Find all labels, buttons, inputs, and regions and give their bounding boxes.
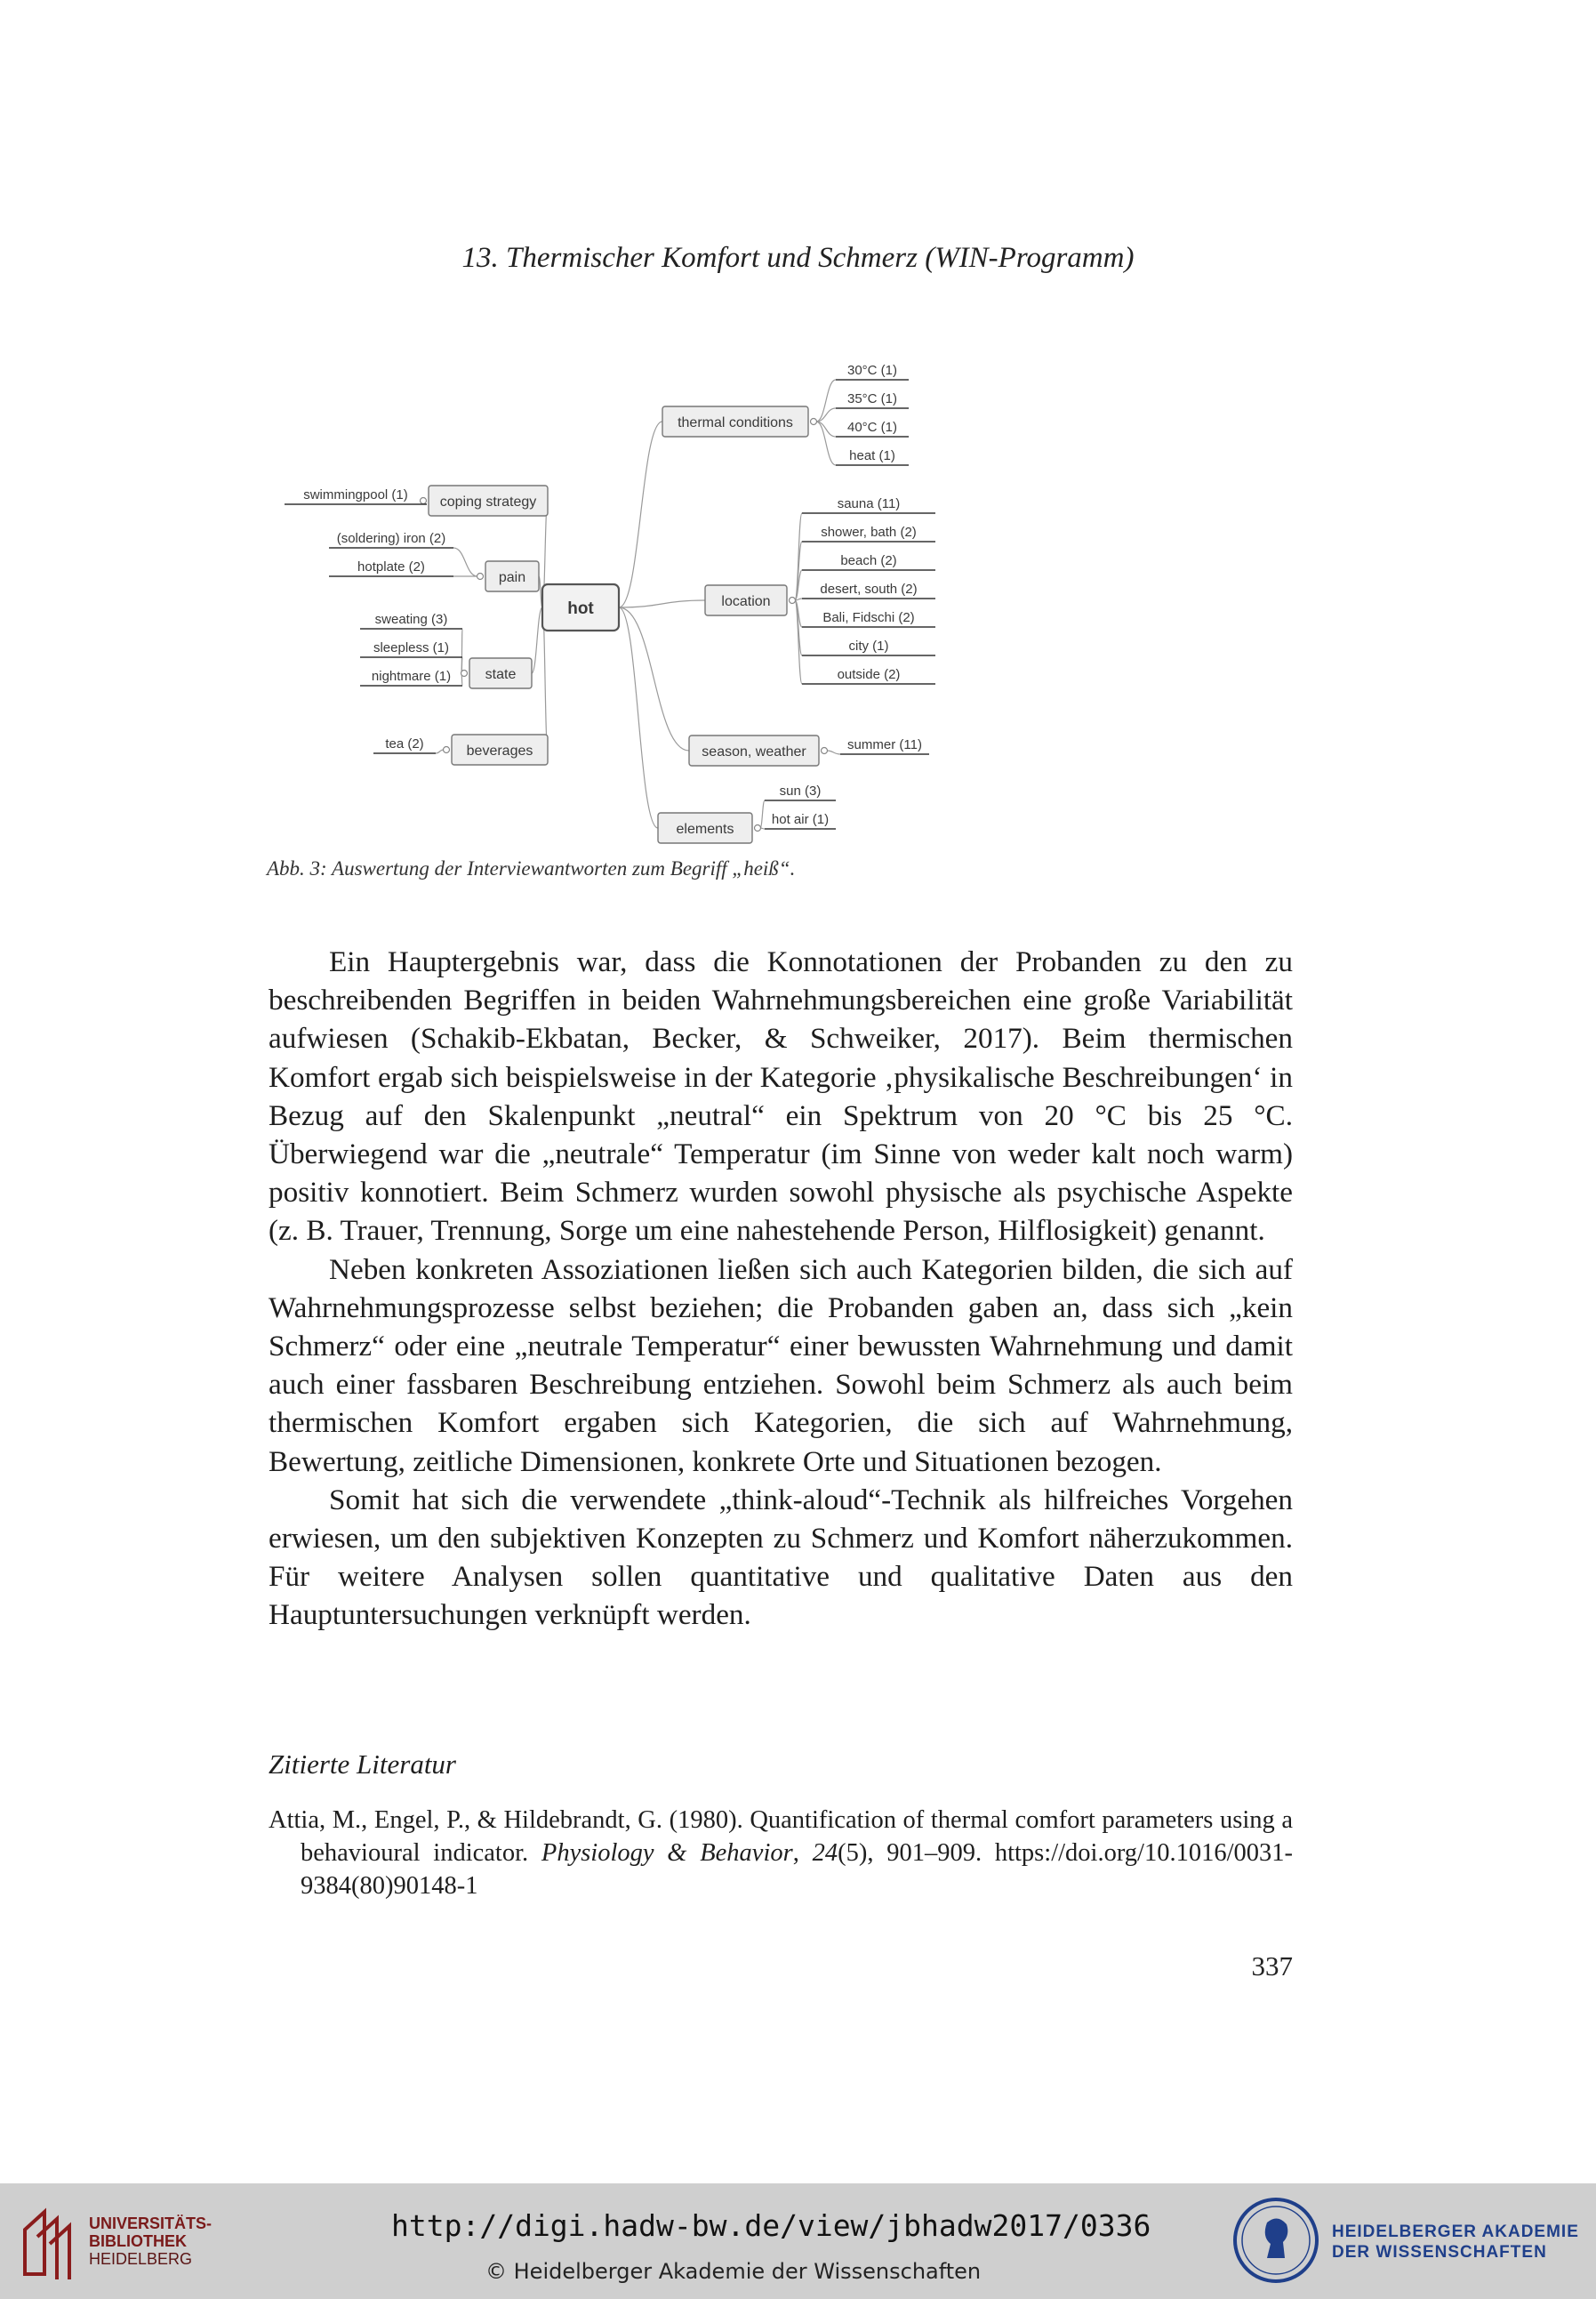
mindmap-leaf [802,582,935,599]
mindmap-leaf [802,639,935,655]
figure-caption: Abb. 3: Auswertung der Interviewantworten zum Begriff „heiß“. [267,857,796,880]
mindmap-branch-node [469,658,532,688]
mindmap-leaf [802,496,935,513]
svg-text:thermal conditions: thermal conditions [678,415,793,430]
mindmap-leaf [360,640,462,657]
svg-text:Bali, Fidschi (2): Bali, Fidschi (2) [822,610,915,625]
mindmap-leaf [285,487,427,504]
svg-text:summer (11): summer (11) [847,737,922,752]
mindmap-branch-node [485,561,539,591]
running-head: 13. Thermischer Komfort und Schmerz (WIN-Programm) [461,242,1135,274]
svg-text:hotplate (2): hotplate (2) [357,559,425,575]
reference-entry [269,1804,1293,1902]
svg-text:beverages: beverages [466,744,533,759]
mindmap-leaf [836,363,909,380]
svg-text:beach (2): beach (2) [840,553,897,568]
academy-line: DER WISSENSCHAFTEN [1332,2243,1547,2262]
mindmap-leaf [802,525,935,542]
svg-text:city (1): city (1) [848,639,889,654]
mindmap-center-node [542,584,619,631]
svg-text:swimmingpool (1): swimmingpool (1) [303,487,408,502]
mindmap-leaf [360,612,462,629]
svg-text:location: location [721,594,771,609]
svg-text:pain: pain [498,570,526,585]
svg-text:coping strategy: coping strategy [439,494,537,510]
academy-line: HEIDELBERGER AKADEMIE [1332,2223,1579,2241]
library-line: BIBLIOTHEK [89,2232,187,2250]
mindmap-leaf [329,531,453,548]
reference-authors: Attia, M., Engel, P., & Hildebrandt, G. (1980). Quantification of thermal comfort parameters using a behavioural indicator. [269,1806,1293,1867]
paragraph: Neben konkreten Assoziationen ließen sich auch Kategorien bilden, die sich auf Wahrnehmungsprozesse selbst beziehen; die Probanden gaben an, dass sich „kein Schmerz“ oder eine „neutrale Temperatur“ einer bewussten Wahrnehmung und damit auch einer fassbaren Beschreibung entziehen. Sowohl beim Schmerz als auch beim thermischen Komfort ergaben sich Kategorien, die sich auf Wahrnehmung, Bewertung, zeitliche Dimensionen, konkrete Orte und Situationen bezogen. [269,1252,1293,1478]
mindmap-figure [267,347,960,845]
mindmap-branch-node [705,585,787,615]
mindmap-branch-node [452,735,548,765]
library-line: HEIDELBERG [89,2250,193,2268]
mindmap-leaf [836,448,909,465]
library-name [89,2215,212,2268]
mindmap-branch-node [662,406,808,437]
page-number: 337 [1251,1950,1293,1981]
mindmap-leaf [373,736,436,753]
svg-text:30°C (1): 30°C (1) [846,363,898,378]
reference-journal: Physiology & Behavior [541,1839,793,1867]
svg-text:tea (2): tea (2) [385,736,424,752]
reference-separator: , [792,1839,813,1867]
svg-text:40°C (1): 40°C (1) [846,420,898,435]
academy-name [1332,2222,1579,2263]
svg-text:sauna (11): sauna (11) [837,496,901,511]
body-text [269,943,1293,1635]
svg-text:sleepless (1): sleepless (1) [373,640,450,655]
svg-text:nightmare (1): nightmare (1) [371,669,452,684]
mindmap-leaf [329,559,453,576]
mindmap-leaf [765,784,836,800]
footer-url[interactable]: http://digi.hadw-bw.de/view/jbhadw2017/0336 [391,2208,1151,2243]
svg-text:sweating (3): sweating (3) [374,612,448,627]
svg-text:state: state [485,667,517,682]
paragraph: Ein Hauptergebnis war, dass die Konnotationen der Probanden zu den zu beschreibenden Begriffen in beiden Wahrnehmungsbereichen eine große Variabilität aufwiesen (Schakib-Ekbatan, Becker, & Schweiker, 2017). Beim thermischen Komfort ergab sich beispielsweise in der Kategorie ‚physikalische Beschreibungen‘ in Bezug auf den Skalenpunkt „neutral“ ein Spektrum von 20 °C bis 25 °C. Überwiegend war die „neutrale“ Temperatur (im Sinne von weder kalt noch warm) positiv konnotiert. Beim Schmerz wurden sowohl physische als psychische Aspekte (z. B. Trauer, Trennung, Sorge um eine nahestehende Person, Hilflosigkeit) genannt. [269,945,1293,1248]
svg-text:shower, bath (2): shower, bath (2) [821,525,917,540]
svg-text:sun (3): sun (3) [779,784,822,799]
reference-volume: 24 [812,1839,838,1867]
mindmap-leaf [802,610,935,627]
mindmap-branch-node [689,736,819,766]
mindmap-leaf [765,812,836,829]
svg-text:outside (2): outside (2) [837,667,901,682]
mindmap-branch-node [429,486,548,516]
mindmap-branch-node [658,813,752,843]
mindmap-leaf [836,420,909,437]
mindmap-leaf [840,737,929,754]
footer-copyright: © Heidelberger Akademie der Wissenschaften [485,2259,982,2284]
svg-text:(soldering) iron (2): (soldering) iron (2) [336,531,446,546]
mindmap-leaf [802,667,935,684]
paragraph: Somit hat sich die verwendete „think-aloud“-Technik als hilfreiches Vorgehen erwiesen, um den subjektiven Konzepten zu Schmerz und Komfort näherzukommen. Für weitere Analysen sollen quantitative und qualitative Daten aus den Hauptuntersuchungen verknüpft werden. [269,1483,1293,1632]
academy-seal-icon [1231,2196,1320,2285]
svg-text:desert, south (2): desert, south (2) [820,582,918,597]
library-line: UNIVERSITÄTS- [89,2215,213,2232]
reference-rest: (5), 901–909. https://doi.org/10.1016/0031-9384(80)90148-1 [301,1839,1294,1900]
svg-text:hot: hot [567,599,594,618]
mindmap-leaf [802,553,935,570]
mindmap-leaf [836,391,909,408]
svg-text:35°C (1): 35°C (1) [846,391,898,406]
svg-text:hot air (1): hot air (1) [771,812,830,827]
mindmap-leaf [360,669,462,686]
library-logo-icon [18,2203,80,2283]
svg-text:season, weather: season, weather [702,744,806,760]
svg-text:heat (1): heat (1) [849,448,895,463]
svg-text:elements: elements [676,822,734,837]
footer-bar [0,2183,1596,2299]
references-title: Zitierte Literatur [269,1748,456,1780]
